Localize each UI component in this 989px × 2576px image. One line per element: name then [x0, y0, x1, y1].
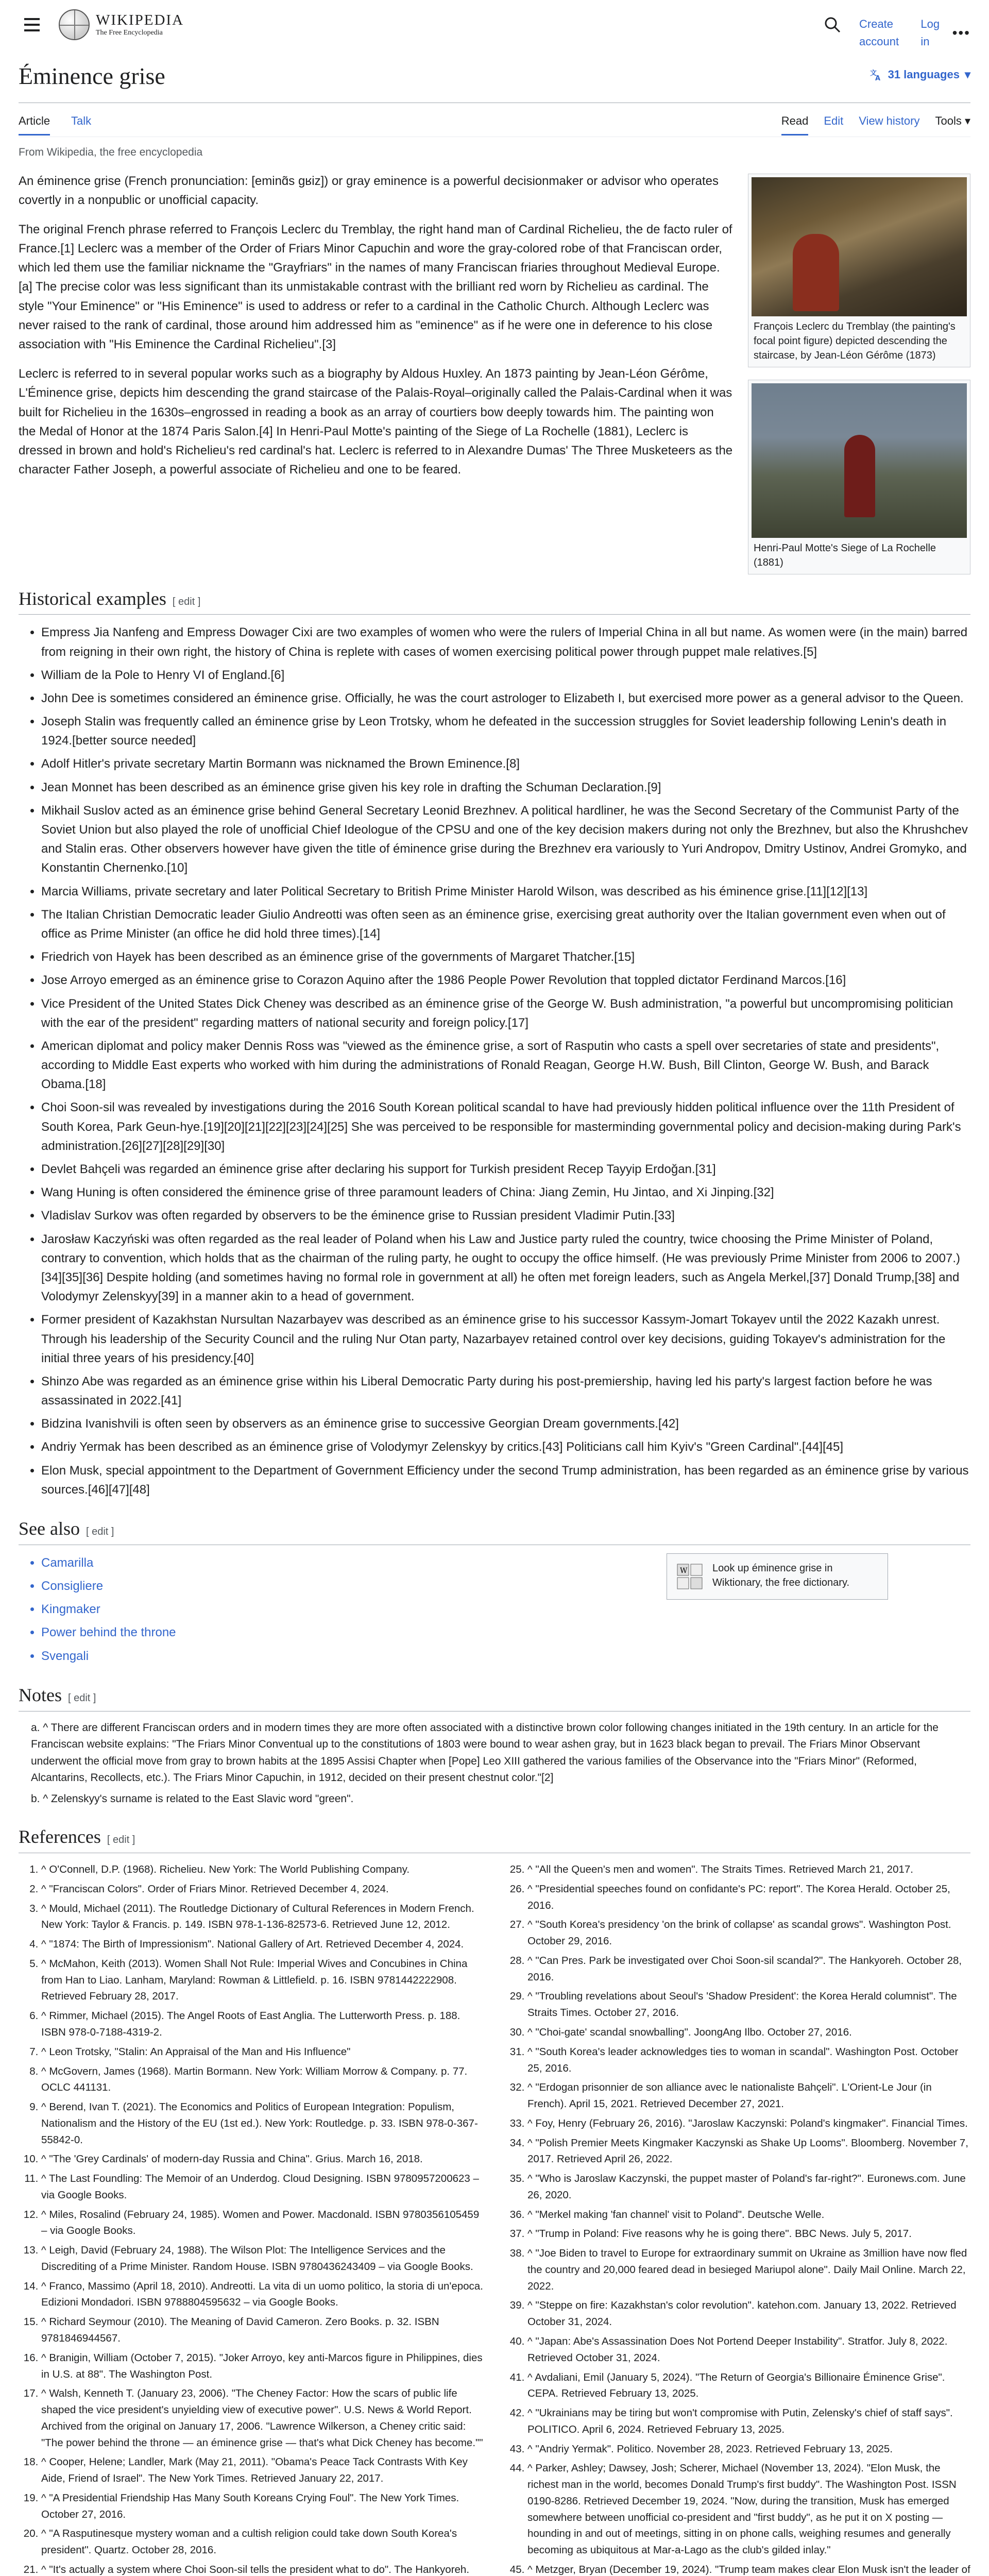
reference-item: 10. ^ "The 'Grey Cardinals' of modern-day Russia and China". Grius. March 16, 2018.	[41, 2151, 484, 2167]
login-link[interactable]: Log in	[920, 18, 940, 48]
painting-image[interactable]	[752, 383, 967, 538]
section-heading-references: References [ edit ]	[19, 1823, 970, 1853]
figure-motte-painting	[748, 380, 970, 574]
reference-item: 42. ^ "Ukrainians may be tiring but won't compromise with Putin, Zelensky's chief of staff says". POLITICO. April 6, 2024. Retrieved February 13, 2025.	[527, 2405, 970, 2438]
list-item: • American diplomat and policy maker Dennis Ross was "viewed as the éminence grise, a sort of Rasputin who casts a spell over secretaries of state and presidents", according to Middle East experts who worked with him during the administrations of Ronald Reagan, George H.W. Bush, Bill Clinton, George W. Bush, and Barack Obama.[18]	[41, 1037, 970, 1094]
list-item: • Jose Arroyo emerged as an éminence grise to Corazon Aquino after the 1986 People Power Revolution that toppled dictator Ferdinand Marcos.[16]	[41, 971, 970, 990]
see-also-link[interactable]: • Kingmaker	[41, 1600, 970, 1619]
reference-item: 11. ^ The Last Foundling: The Memoir of an Underdog. Cloud Designing. ISBN 9780957200623 – via Google Books.	[41, 2171, 484, 2204]
translate-icon	[869, 68, 883, 81]
wiktionary-box	[667, 1553, 888, 1600]
reference-item: 3. ^ Mould, Michael (2011). The Routledge Dictionary of Cultural References in Modern French. New York: Taylor & Francis. p. 149. ISBN 978-1-136-82573-6. Retrieved June 12, 2012.	[41, 1901, 484, 1934]
reference-item: 36. ^ "Merkel making 'fan channel' visit to Poland". Deutsche Welle.	[527, 2207, 970, 2223]
tagline-from: From Wikipedia, the free encyclopedia	[19, 146, 203, 158]
list-item: • Vice President of the United States Dick Cheney was described as an éminence grise of the George W. Bush administration, "a powerful but uncompromising politician with the ear of the president" regarding matters of national security and foreign policy.[17]	[41, 994, 970, 1032]
reference-item: 16. ^ Branigin, William (October 7, 2015). "Joker Arroyo, key anti-Marcos figure in Philippines, dies in U.S. at 88". The Washington Post.	[41, 2350, 484, 2383]
reference-item: 7. ^ Leon Trotsky, "Stalin: An Appraisal of the Man and His Influence"	[41, 2044, 484, 2060]
reference-item: 38. ^ "Joe Biden to travel to Europe for extraordinary summit on Ukraine as 3million have now fled the country and 20,000 feared dead in besieged Mariupol alone". Daily Mail Online. March 22, 2022.	[527, 2245, 970, 2294]
wiktionary-icon	[674, 1561, 705, 1592]
reference-item: 45. ^ Metzger, Bryan (December 19, 2024). "Trump team makes clear Elon Musk isn't the leader of	[527, 2562, 970, 2576]
list-item: • Former president of Kazakhstan Nursultan Nazarbayev was described as an éminence grise to his successor Kassym-Jomart Tokayev until the 2022 Kazakh unrest. Through his leadership of the Security Council and the ruling Nur Otan party, Nazarbayev retained control over key decisions, guiding Tokayev's administration for the initial three years of his presidency.[40]	[41, 1310, 970, 1368]
reference-item: 32. ^ "Erdogan prisonnier de son alliance avec le nationaliste Bahçeli". L'Orient-Le Jour (in French). April 15, 2021. Retrieved December 27, 2021.	[527, 2079, 970, 2112]
reference-item: 28. ^ "Can Pres. Park be investigated over Choi Soon-sil scandal?". The Hankyoreh. October 28, 2016.	[527, 1953, 970, 1986]
list-item: • Shinzo Abe was regarded as an éminence grise within his Liberal Democratic Party during his post-premiership, having led his party's largest faction before he was assassinated in 2022.[41]	[41, 1372, 970, 1410]
tab-article[interactable]: Article	[19, 112, 50, 135]
reference-item: 19. ^ "A Presidential Friendship Has Many South Koreans Crying Foul". The New York Times. October 27, 2016.	[41, 2490, 484, 2523]
references-column	[19, 1861, 484, 2576]
list-item: • Mikhail Suslov acted as an éminence grise behind General Secretary Leonid Brezhnev. A political hardliner, he was the Second Secretary of the Communist Party of the Soviet Union but also played the role of unofficial Chief Ideologue of the CPSU and one of the key decision makers during not only the Brezhnev, but also the Khrushchev and Stalin eras. Other observers however have given the title of éminence grise during the Brezhnev era variously to Yuri Andropov, Dmitry Ustinov, Andrei Gromyko, and Konstantin Chernenko.[10]	[41, 801, 970, 878]
globe-icon	[59, 9, 90, 40]
references-column	[505, 1861, 970, 2576]
wiktionary-text[interactable]: Look up éminence grise in Wiktionary, the free dictionary.	[712, 1562, 850, 1588]
tab-edit[interactable]: Edit	[824, 114, 844, 127]
reference-item: 31. ^ "South Korea's leader acknowledges ties to woman in scandal". Washington Post. October 25, 2016.	[527, 2044, 970, 2077]
reference-item: 20. ^ "A Rasputinesque mystery woman and a cultish religion could take down South Korea's president". Quartz. October 28, 2016.	[41, 2526, 484, 2558]
site-header	[19, 0, 970, 49]
reference-item: 27. ^ "South Korea's presidency 'on the brink of collapse' as scandal grows". Washington Post. October 29, 2016.	[527, 1917, 970, 1950]
references-list	[19, 1861, 970, 2576]
list-item: • Jean Monnet has been described as an éminence grise given his key role in drafting the Schuman Declaration.[9]	[41, 778, 970, 797]
note-item: b. ^ Zelenskyy's surname is related to the East Slavic word "green".	[31, 1792, 354, 1805]
intro-paragraph: An éminence grise (French pronunciation: [eminɑ̃s ɡʁiz]) or gray eminence is a powerful decisionmaker or advisor who operates covertly in a nonpublic or unofficial capacity.	[19, 174, 719, 207]
see-also-link[interactable]: • Svengali	[41, 1647, 970, 1666]
reference-item: 39. ^ "Steppe on fire: Kazakhstan's color revolution". katehon.com. January 13, 2022. Retrieved October 31, 2024.	[527, 2297, 970, 2330]
reference-item: 17. ^ Walsh, Kenneth T. (January 23, 2006). "The Cheney Factor: How the scars of public life shaped the vice president's unyielding view of executive power". U.S. News & World Report. Archived from the original on January 17, 2006. "Lawrence Wilkerson, a Cheney critic said: "The power behind the throne — an éminence grise — that's what Dick Cheney has become.""	[41, 2385, 484, 2451]
reference-item: 13. ^ Leigh, David (February 24, 1988). The Wilson Plot: The Intelligence Services and the Discrediting of a Prime Minister. Random House. ISBN 9780436243409 – via Google Books.	[41, 2242, 484, 2275]
see-also-section	[19, 1553, 970, 1666]
list-item: • Joseph Stalin was frequently called an éminence grise by Leon Trotsky, whom he defeated in the succession struggles for Soviet leadership following Lenin's death in 1924.[better source needed]	[41, 712, 970, 750]
create-account-link[interactable]: Create account	[859, 18, 899, 48]
section-heading-see-also: See also [ edit ]	[19, 1515, 970, 1545]
figure-caption: Henri-Paul Motte's Siege of La Rochelle (1881)	[754, 542, 936, 568]
reference-item: 14. ^ Franco, Massimo (April 18, 2010). Andreotti. La vita di un uomo politico, la storia di un'epoca. Edizioni Mondadori. ISBN 9788804595632 – via Google Books.	[41, 2278, 484, 2311]
reference-item: 5. ^ McMahon, Keith (2013). Women Shall Not Rule: Imperial Wives and Concubines in China from Han to Liao. Lanham, Maryland: Rowman & Littlefield. p. 16. ISBN 9781442222908. Retrieved February 28, 2017.	[41, 1956, 484, 2005]
search-icon[interactable]	[823, 15, 842, 34]
tools-menu[interactable]: Tools ▾	[935, 114, 970, 127]
reference-item: 34. ^ "Polish Premier Meets Kingmaker Kaczynski as Shake Up Looms". Bloomberg. November 7, 2017. Retrieved April 26, 2022.	[527, 2135, 970, 2168]
reference-item: 29. ^ "Troubling revelations about Seoul's 'Shadow President': the Korea Herald columnist". The Straits Times. October 27, 2016.	[527, 1988, 970, 2021]
main-menu-button[interactable]	[21, 13, 43, 36]
tab-read[interactable]: Read	[781, 112, 809, 135]
list-item: • Empress Jia Nanfeng and Empress Dowager Cixi are two examples of women who were the rulers of Imperial China in all but name. As women were (in the main) barred from reigning in their own right, the history of China is replete with cases of women exercising political power through puppet male relatives.[5]	[41, 623, 970, 661]
note-item: a. ^ There are different Franciscan orders and in modern times they are more often associated with a distinctive brown color following changes initiated in the 19th century. In an article for the Franciscan website explains: "The Friars Minor Conventual up to the constitutions of 1803 were bound to wear ashen gray, but in 1623 black began to prevail. The Friars Minor Observant underwent the official move from gray to brown habits at the 1895 Assisi Chapter when [Pope] Leo XIII gathered the various families of the Observance into the "Friars Minor" (Reformed, Alcantarins, Recollects, etc.). The Friars Minor Capuchin, in 1912, decided on their present chestnut color."[2]	[31, 1721, 939, 1784]
painting-image[interactable]	[752, 177, 967, 316]
section-heading-notes: Notes [ edit ]	[19, 1681, 970, 1711]
reference-item: 35. ^ "Who is Jaroslaw Kaczynski, the puppet master of Poland's far-right?". Euronews.com. June 26, 2020.	[527, 2171, 970, 2204]
svg-text:W: W	[680, 1566, 688, 1575]
list-item: • Marcia Williams, private secretary and later Political Secretary to British Prime Minister Harold Wilson, was described as his éminence grise.[11][12][13]	[41, 882, 970, 901]
title-bar	[19, 56, 970, 103]
list-item: • Jarosław Kaczyński was often regarded as the real leader of Poland when his Law and Justice party ruled the country, twice choosing the Prime Minister of Poland, contrary to convention, which holds that as the chairman of the ruling party, he ought to occupy the office himself. (He was previously Prime Minister from 2006 to 2007.)[34][35][36] Despite holding (and sometimes having no formal role in government at all) he often met foreign leaders, such as Angela Merkel,[37] Donald Trump,[38] and Volodymyr Zelenskyy[39] in a manner akin to a head of government.	[41, 1230, 970, 1307]
list-item: • Friedrich von Hayek has been described as an éminence grise of the governments of Margaret Thatcher.[15]	[41, 947, 970, 967]
tagline: The Free Encyclopedia	[96, 29, 163, 37]
list-item: • The Italian Christian Democratic leader Giulio Andreotti was often seen as an éminence grise, exercising great authority over the Italian government even when out of office as Prime Minister (an office he did hold three times).[14]	[41, 905, 970, 943]
edit-section-link[interactable]: [ edit ]	[107, 1834, 135, 1846]
edit-section-link[interactable]: [ edit ]	[68, 1692, 96, 1704]
tabs-bar	[19, 103, 970, 137]
reference-item: 33. ^ Foy, Henry (February 26, 2016). "Jaroslaw Kaczynski: Poland's kingmaker". Financial Times.	[527, 2115, 970, 2132]
reference-item: 4. ^ "1874: The Birth of Impressionism". National Gallery of Art. Retrieved December 4, 2024.	[41, 1936, 484, 1953]
tab-view-history[interactable]: View history	[859, 114, 920, 127]
more-options-icon[interactable]: •••	[952, 25, 970, 41]
wordmark: WIKIPEDIA	[96, 12, 184, 29]
list-item: • Adolf Hitler's private secretary Martin Bormann was nicknamed the Brown Eminence.[8]	[41, 754, 970, 773]
reference-item: 21. ^ "It's actually a system where Choi Soon-sil tells the president what to do". The Hankyoreh.	[41, 2562, 484, 2576]
reference-item: 6. ^ Rimmer, Michael (2015). The Angel Roots of East Anglia. The Lutterworth Press. p. 188. ISBN 978-0-7188-4319-2.	[41, 2008, 484, 2041]
reference-item: 18. ^ Cooper, Helene; Landler, Mark (May 21, 2011). "Obama's Peace Tack Contrasts With Key Aide, Friend of Israel". The New York Times. Retrieved January 22, 2017.	[41, 2454, 484, 2487]
list-item: • Choi Soon-sil was revealed by investigations during the 2016 South Korean political scandal to have had previously hidden political influence over the 11th President of South Korea, Park Geun-hye.[19][20][21][22][23][24][25] She was perceived to be responsible for masterminding governmental policy and decision-making during Park's administration.[26][27][28][29][30]	[41, 1098, 970, 1156]
reference-item: 37. ^ "Trump in Poland: Five reasons why he is going there". BBC News. July 5, 2017.	[527, 2226, 970, 2242]
reference-item: 25. ^ "All the Queen's men and women". The Straits Times. Retrieved March 21, 2017.	[527, 1861, 970, 1878]
language-count: 31 languages	[888, 68, 960, 81]
language-button[interactable]	[869, 66, 970, 83]
list-item: • Andriy Yermak has been described as an éminence grise of Volodymyr Zelenskyy by critics.[43] Politicians call him Kyiv's "Green Cardinal".[44][45]	[41, 1437, 970, 1456]
reference-item: 1. ^ O'Connell, D.P. (1968). Richelieu. New York: The World Publishing Company.	[41, 1861, 484, 1878]
list-item: • Bidzina Ivanishvili is often seen by observers as an éminence grise to successive Georgian Dream governments.[42]	[41, 1414, 970, 1433]
list-item: • John Dee is sometimes considered an éminence grise. Officially, he was the court astrologer to Elizabeth I, but exercised more power as a general advisor to the Queen.	[41, 689, 970, 708]
notes-list	[31, 1720, 970, 1808]
list-item: • Vladislav Surkov was often regarded by observers to be the éminence grise to Russian president Vladimir Putin.[33]	[41, 1206, 970, 1225]
list-item: • Devlet Bahçeli was regarded an éminence grise after declaring his support for Turkish president Recep Tayyip Erdoğan.[31]	[41, 1160, 970, 1179]
see-also-link[interactable]: • Consigliere	[41, 1577, 970, 1596]
list-item: • Wang Huning is often considered the éminence grise of three paramount leaders of China: Jiang Zemin, Hu Jintao, and Xi Jinping.[32]	[41, 1183, 970, 1202]
reference-item: 15. ^ Richard Seymour (2010). The Meaning of David Cameron. Zero Books. p. 32. ISBN 9781846944567.	[41, 2314, 484, 2347]
reference-item: 8. ^ McGovern, James (1968). Martin Bormann. New York: William Morrow & Company. p. 77. OCLC 441131.	[41, 2063, 484, 2096]
intro-paragraph: The original French phrase referred to François Leclerc du Tremblay, the right hand man of Cardinal Richelieu, the de facto ruler of France.[1] Leclerc was a member of the Order of Friars Minor Capuchin and wore the gray-colored robe of that Franciscan order, which led them use the familiar nickname the "Grayfriars" in the names of many Franciscan friaries throughout Medieval Europe.[a] The precise color was less significant than its unmistakable contrast with the brilliant red worn by Richelieu as cardinal. The style "Your Eminence" or "His Eminence" is used to address or refer to a cardinal in the Catholic Church. Although Leclerc was never raised to the rank of cardinal, those around him addressed him as "eminence" as if he were one in deference to his close association with "His Eminence the Cardinal Richelieu".[3]	[19, 222, 732, 352]
figure-gerome-painting	[748, 174, 970, 367]
historical-examples-list	[41, 623, 970, 1499]
figure-caption: François Leclerc du Tremblay (the painting's focal point figure) depicted descending the staircase, by Jean-Léon Gérôme (1873)	[754, 320, 956, 361]
intro-paragraph: Leclerc is referred to in several popular works such as a biography by Aldous Huxley. An 1873 painting by Jean-Léon Gérôme, L'Éminence grise, depicts him descending the grand staircase of the Palais-Royal–originally called the Palais-Cardinal when it was built for Richelieu in the 1630s–engrossed in reading a book as an array of courtiers bow deeply towards him. The painting won the Medal of Honor at the 1874 Paris Salon.[4] In Henri-Paul Motte's painting of the Siege of La Rochelle (1881), Leclerc is dressed in brown and hold's Richelieu's red cardinal's hat. Leclerc is referred to in Alexandre Dumas' The Three Musketeers as the character Father Joseph, a powerful associate of Richelieu and one to be feared.	[19, 367, 733, 477]
reference-item: 9. ^ Berend, Ivan T. (2021). The Economics and Politics of European Integration: Populism, Nationalism and the History of the EU (1st ed.). New York: Routledge. p. 33. ISBN 978-0-367-55842-0.	[41, 2099, 484, 2148]
edit-section-link[interactable]: [ edit ]	[172, 596, 201, 607]
see-also-link[interactable]: • Power behind the throne	[41, 1623, 970, 1642]
page-title: Éminence grise	[19, 63, 165, 89]
reference-item: 30. ^ "Choi-gate' scandal snowballing". JoongAng Ilbo. October 27, 2016.	[527, 2024, 970, 2041]
reference-item: 41. ^ Avdaliani, Emil (January 5, 2024). "The Return of Georgia's Billionaire Éminence Grise". CEPA. Retrieved February 13, 2025.	[527, 2369, 970, 2402]
reference-item: 12. ^ Miles, Rosalind (February 24, 1985). Women and Power. Macdonald. ISBN 9780356105459 – via Google Books.	[41, 2207, 484, 2240]
list-item: • William de la Pole to Henry VI of England.[6]	[41, 666, 970, 685]
reference-item: 44. ^ Parker, Ashley; Dawsey, Josh; Scherer, Michael (November 13, 2024). "Elon Musk, the richest man in the world, becomes Donald Trump's first buddy". The Washington Post. ISSN 0190-8286. Retrieved December 19, 2024. "Now, during the transition, Musk has emerged somewhere between unofficial co-president and "first buddy", as he put it on X posting — hounding in and out of meetings, sitting in on phone calls, weighing resumes and generally becoming as ubiquitous at Mar-a-Lago as the club's gilded inlay."	[527, 2460, 970, 2558]
reference-item: 40. ^ "Japan: Abe's Assassination Does Not Portend Deeper Instability". Stratfor. July 8, 2022. Retrieved October 31, 2024.	[527, 2333, 970, 2366]
wikipedia-logo[interactable]	[59, 9, 184, 40]
reference-item: 43. ^ "Andriy Yermak". Politico. November 28, 2023. Retrieved February 13, 2025.	[527, 2441, 970, 2458]
list-item: • Elon Musk, special appointment to the Department of Government Efficiency under the second Trump administration, has been regarded as an éminence grise by various sources.[46][47][48]	[41, 1461, 970, 1499]
svg-text:A: A	[875, 75, 880, 82]
edit-section-link[interactable]: [ edit ]	[86, 1526, 114, 1538]
chevron-down-icon: ▾	[964, 68, 970, 81]
tab-talk[interactable]: Talk	[71, 114, 92, 127]
reference-item: 26. ^ "Presidential speeches found on confidante's PC: report". The Korea Herald. October 25, 2016.	[527, 1881, 970, 1914]
svg-text:文: 文	[869, 70, 877, 78]
see-also-link[interactable]: • Camarilla	[41, 1553, 970, 1572]
section-heading-historical: Historical examples [ edit ]	[19, 585, 970, 615]
reference-item: 2. ^ "Franciscan Colors". Order of Friars Minor. Retrieved December 4, 2024.	[41, 1881, 484, 1897]
